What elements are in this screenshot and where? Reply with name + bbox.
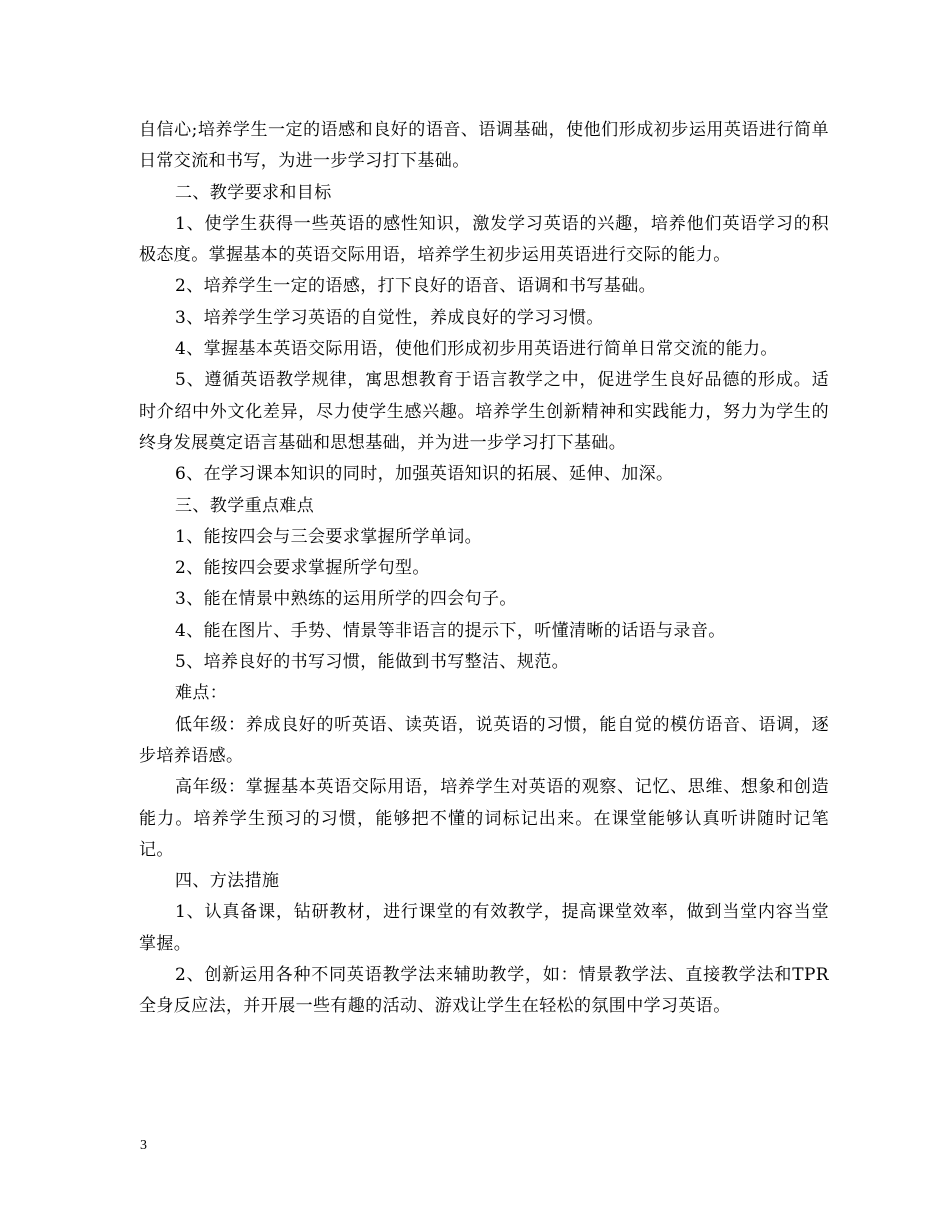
list-item: 1、能按四会与三会要求掌握所学单词。 [175,526,483,547]
section-heading-methods: 四、方法措施 [175,871,280,892]
list-item: 1、使学生获得一些英语的感性知识，激发学习英语的兴趣，培养他们英语学习的积极态度。掌握基本的英语交际用语，培养学生初步运用英语进行交际的能力。 [139,213,829,266]
list-item: 3、能在情景中熟练的运用所学的四会句子。 [175,589,517,610]
list-item: 5、培养良好的书写习惯，能做到书写整洁、规范。 [175,652,570,673]
list-item: 4、能在图片、手势、情景等非语言的提示下，听懂清晰的话语与录音。 [175,620,726,641]
subheading-difficulties: 难点： [175,683,228,704]
list-item: 4、掌握基本英语交际用语，使他们形成初步用英语进行简单日常交流的能力。 [175,339,778,360]
list-item: 3、培养学生学习英语的自觉性，养成良好的学习习惯。 [175,307,604,328]
list-item: 6、在学习课本知识的同时，加强英语知识的拓展、延伸、加深。 [175,464,674,485]
list-item: 5、遵循英语教学规律，寓思想教育于语言教学之中，促进学生良好品德的形成。适时介绍中外文化差异，尽力使学生感兴趣。培养学生创新精神和实践能力，努力为学生的终身发展奠定语言基础和思想基础，并为进一步学习打下基础。 [139,370,829,453]
list-item: 2、创新运用各种不同英语教学法来辅助教学，如：情景教学法、直接教学法和TPR全身反应法，并开展一些有趣的活动、游戏让学生在轻松的氛围中学习英语。 [139,965,829,1017]
list-item: 2、培养学生一定的语感，打下良好的语音、语调和书写基础。 [175,276,657,297]
list-item: 2、能按四会要求掌握所学句型。 [175,558,430,579]
section-heading-requirements: 二、教学要求和目标 [175,182,332,203]
section-heading-key-points: 三、教学重点难点 [175,495,315,516]
list-item: 1、认真备课，钻研教材，进行课堂的有效教学，提高课堂效率，做到当堂内容当堂掌握。 [139,902,829,954]
paragraph-continuation: 自信心;培养学生一定的语感和良好的语音、语调基础，使他们形成初步运用英语进行简单日常交流和书写，为进一步学习打下基础。 [139,120,829,172]
document-body [139,115,829,1023]
paragraph-upper-grades: 高年级：掌握基本英语交际用语，培养学生对英语的观察、记忆、思维、想象和创造能力。培养学生预习的习惯，能够把不懂的词标记出来。在课堂能够认真听讲随时记笔记。 [139,777,829,860]
paragraph-lower-grades: 低年级：养成良好的听英语、读英语，说英语的习惯，能自觉的模仿语音、语调，逐步培养语感。 [139,714,829,766]
page-number: 3 [140,1138,147,1153]
